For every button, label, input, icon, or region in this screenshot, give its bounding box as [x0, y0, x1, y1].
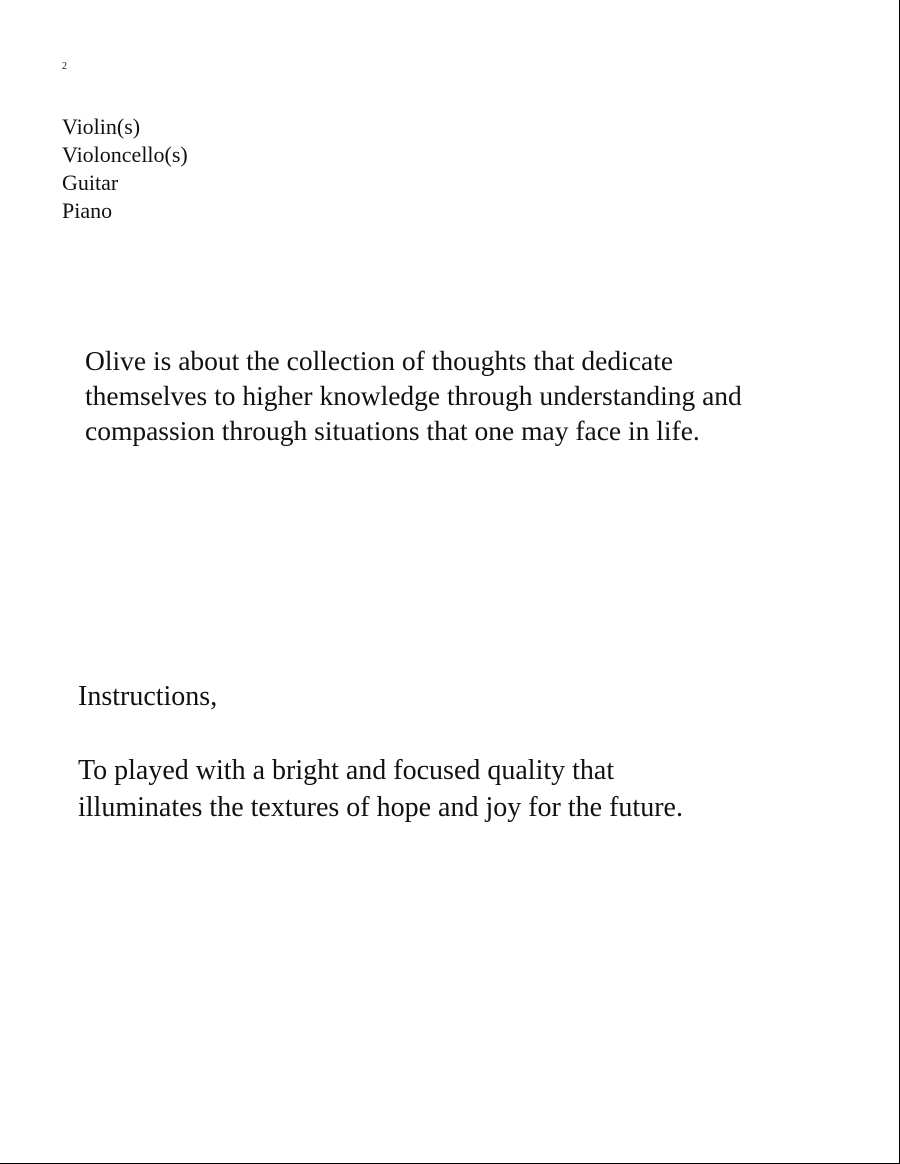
program-note-line: themselves to higher knowledge through understanding and [85, 380, 742, 411]
instrument-item: Violoncello(s) [62, 142, 188, 167]
program-note-line: Olive is about the collection of thoughts that dedicate [85, 345, 674, 376]
instrument-list [62, 113, 188, 225]
program-note-line: compassion through situations that one may face in life. [85, 415, 700, 446]
instructions-line: illuminates the textures of hope and joy for the future. [78, 792, 683, 823]
program-note [85, 343, 875, 448]
page-number: 2 [62, 61, 67, 72]
instrument-item: Guitar [62, 170, 119, 195]
instructions-text [78, 752, 878, 826]
instrument-item: Piano [62, 198, 113, 223]
instructions-line: To played with a bright and focused quality that [78, 755, 615, 786]
instrument-item: Violin(s) [62, 114, 141, 139]
instructions-heading: Instructions, [78, 681, 218, 712]
